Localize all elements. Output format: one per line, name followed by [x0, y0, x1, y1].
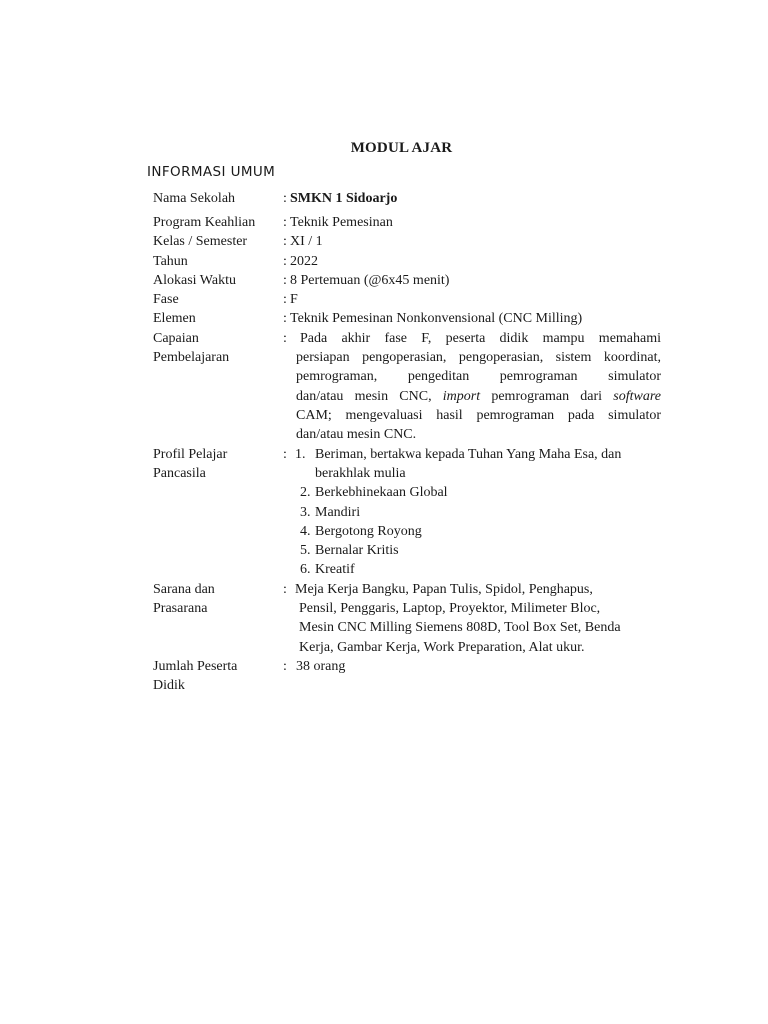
colon: : — [283, 234, 287, 249]
list-text: Kreatif — [315, 562, 355, 578]
colon: : — [283, 331, 287, 346]
list-number: 5. — [300, 543, 311, 559]
label-line: Pembelajaran — [153, 350, 230, 366]
value-alokasi-waktu: 8 Pertemuan (@6x45 menit) — [290, 273, 450, 288]
label-nama-sekolah: Nama Sekolah — [153, 191, 236, 206]
list-text: Beriman, bertakwa kepada Tuhan Yang Maha Esa, dan — [315, 447, 622, 462]
list-number: 1. — [295, 447, 306, 462]
text-segment: pemrograman dari — [480, 388, 614, 404]
label-elemen: Elemen — [153, 311, 196, 326]
paragraph-line-mixed — [296, 387, 661, 406]
paragraph-line: dan/atau mesin CNC. — [296, 427, 417, 443]
label-line: Pancasila — [153, 466, 206, 482]
colon: : — [283, 659, 287, 674]
colon: : — [283, 292, 287, 307]
value-capaian-pembelajaran — [296, 329, 661, 444]
label-fase: Fase — [153, 292, 179, 307]
value-sarana-prasarana — [295, 580, 666, 657]
list-number: 4. — [300, 523, 311, 539]
label-kelas-semester: Kelas / Semester — [153, 234, 248, 249]
label-sarana-prasarana — [153, 580, 281, 618]
list-text: Bergotong Royong — [315, 523, 422, 539]
list-item — [295, 560, 666, 579]
list-number: 3. — [300, 504, 311, 520]
label-line: Prasarana — [153, 601, 208, 617]
list-item — [295, 503, 666, 522]
italic-software: software — [613, 388, 661, 404]
list-number: 2. — [300, 485, 311, 501]
section-heading: INFORMASI UMUM — [147, 164, 276, 180]
colon: : — [283, 447, 287, 462]
label-line: Capaian — [153, 331, 199, 346]
list-text: Bernalar Kritis — [315, 543, 399, 559]
list-item — [295, 483, 666, 502]
label-program-keahlian: Program Keahlian — [153, 215, 256, 230]
value-elemen: Teknik Pemesinan Nonkonvensional (CNC Milling) — [290, 311, 583, 326]
list-item — [295, 522, 666, 541]
paragraph-line: Kerja, Gambar Kerja, Work Preparation, Alat ukur. — [299, 639, 585, 655]
list-text: Mandiri — [315, 504, 361, 520]
list-item — [295, 541, 666, 560]
list-text-cont: berakhlak mulia — [315, 466, 406, 482]
paragraph-line: pemrograman, pengeditan pemrograman simulator — [296, 369, 661, 385]
paragraph-line: persiapan pengoperasian, pengoperasian, sistem koordinat, — [296, 350, 661, 366]
value-nama-sekolah: SMKN 1 Sidoarjo — [290, 191, 398, 206]
paragraph-line: Pada akhir fase F, peserta didik mampu memahami — [300, 331, 661, 346]
label-jumlah-peserta — [153, 657, 281, 695]
text-segment: dan/atau mesin CNC, — [296, 388, 443, 404]
label-line: Sarana dan — [153, 582, 215, 597]
colon: : — [283, 254, 287, 269]
label-alokasi-waktu: Alokasi Waktu — [153, 273, 236, 288]
value-tahun: 2022 — [290, 254, 318, 269]
value-fase: F — [290, 292, 298, 307]
label-capaian-pembelajaran — [153, 329, 281, 367]
list-item — [295, 445, 666, 483]
colon: : — [283, 215, 287, 230]
paragraph-line: Mesin CNC Milling Siemens 808D, Tool Box Set, Benda — [299, 620, 621, 636]
value-kelas-semester: XI / 1 — [290, 234, 323, 249]
paragraph-line: Pensil, Penggaris, Laptop, Proyektor, Milimeter Bloc, — [299, 601, 601, 617]
colon: : — [283, 191, 287, 206]
list-text: Berkebhinekaan Global — [315, 485, 448, 501]
value-jumlah-peserta: 38 orang — [296, 659, 346, 674]
document-title: MODUL AJAR — [350, 140, 453, 156]
label-line: Profil Pelajar — [153, 447, 228, 462]
label-profil-pelajar — [153, 445, 281, 483]
paragraph-line: Meja Kerja Bangku, Papan Tulis, Spidol, Penghapus, — [295, 582, 593, 597]
paragraph-line: CAM; mengevaluasi hasil pemrograman pada simulator — [296, 407, 661, 423]
colon: : — [283, 582, 287, 597]
list-number: 6. — [300, 562, 311, 578]
profil-list — [295, 445, 666, 579]
italic-import: import — [442, 388, 481, 404]
label-tahun: Tahun — [153, 254, 188, 269]
value-program-keahlian: Teknik Pemesinan — [290, 215, 393, 230]
colon: : — [283, 273, 287, 288]
label-line: Didik — [153, 678, 185, 694]
colon: : — [283, 311, 287, 326]
label-line: Jumlah Peserta — [153, 659, 238, 674]
